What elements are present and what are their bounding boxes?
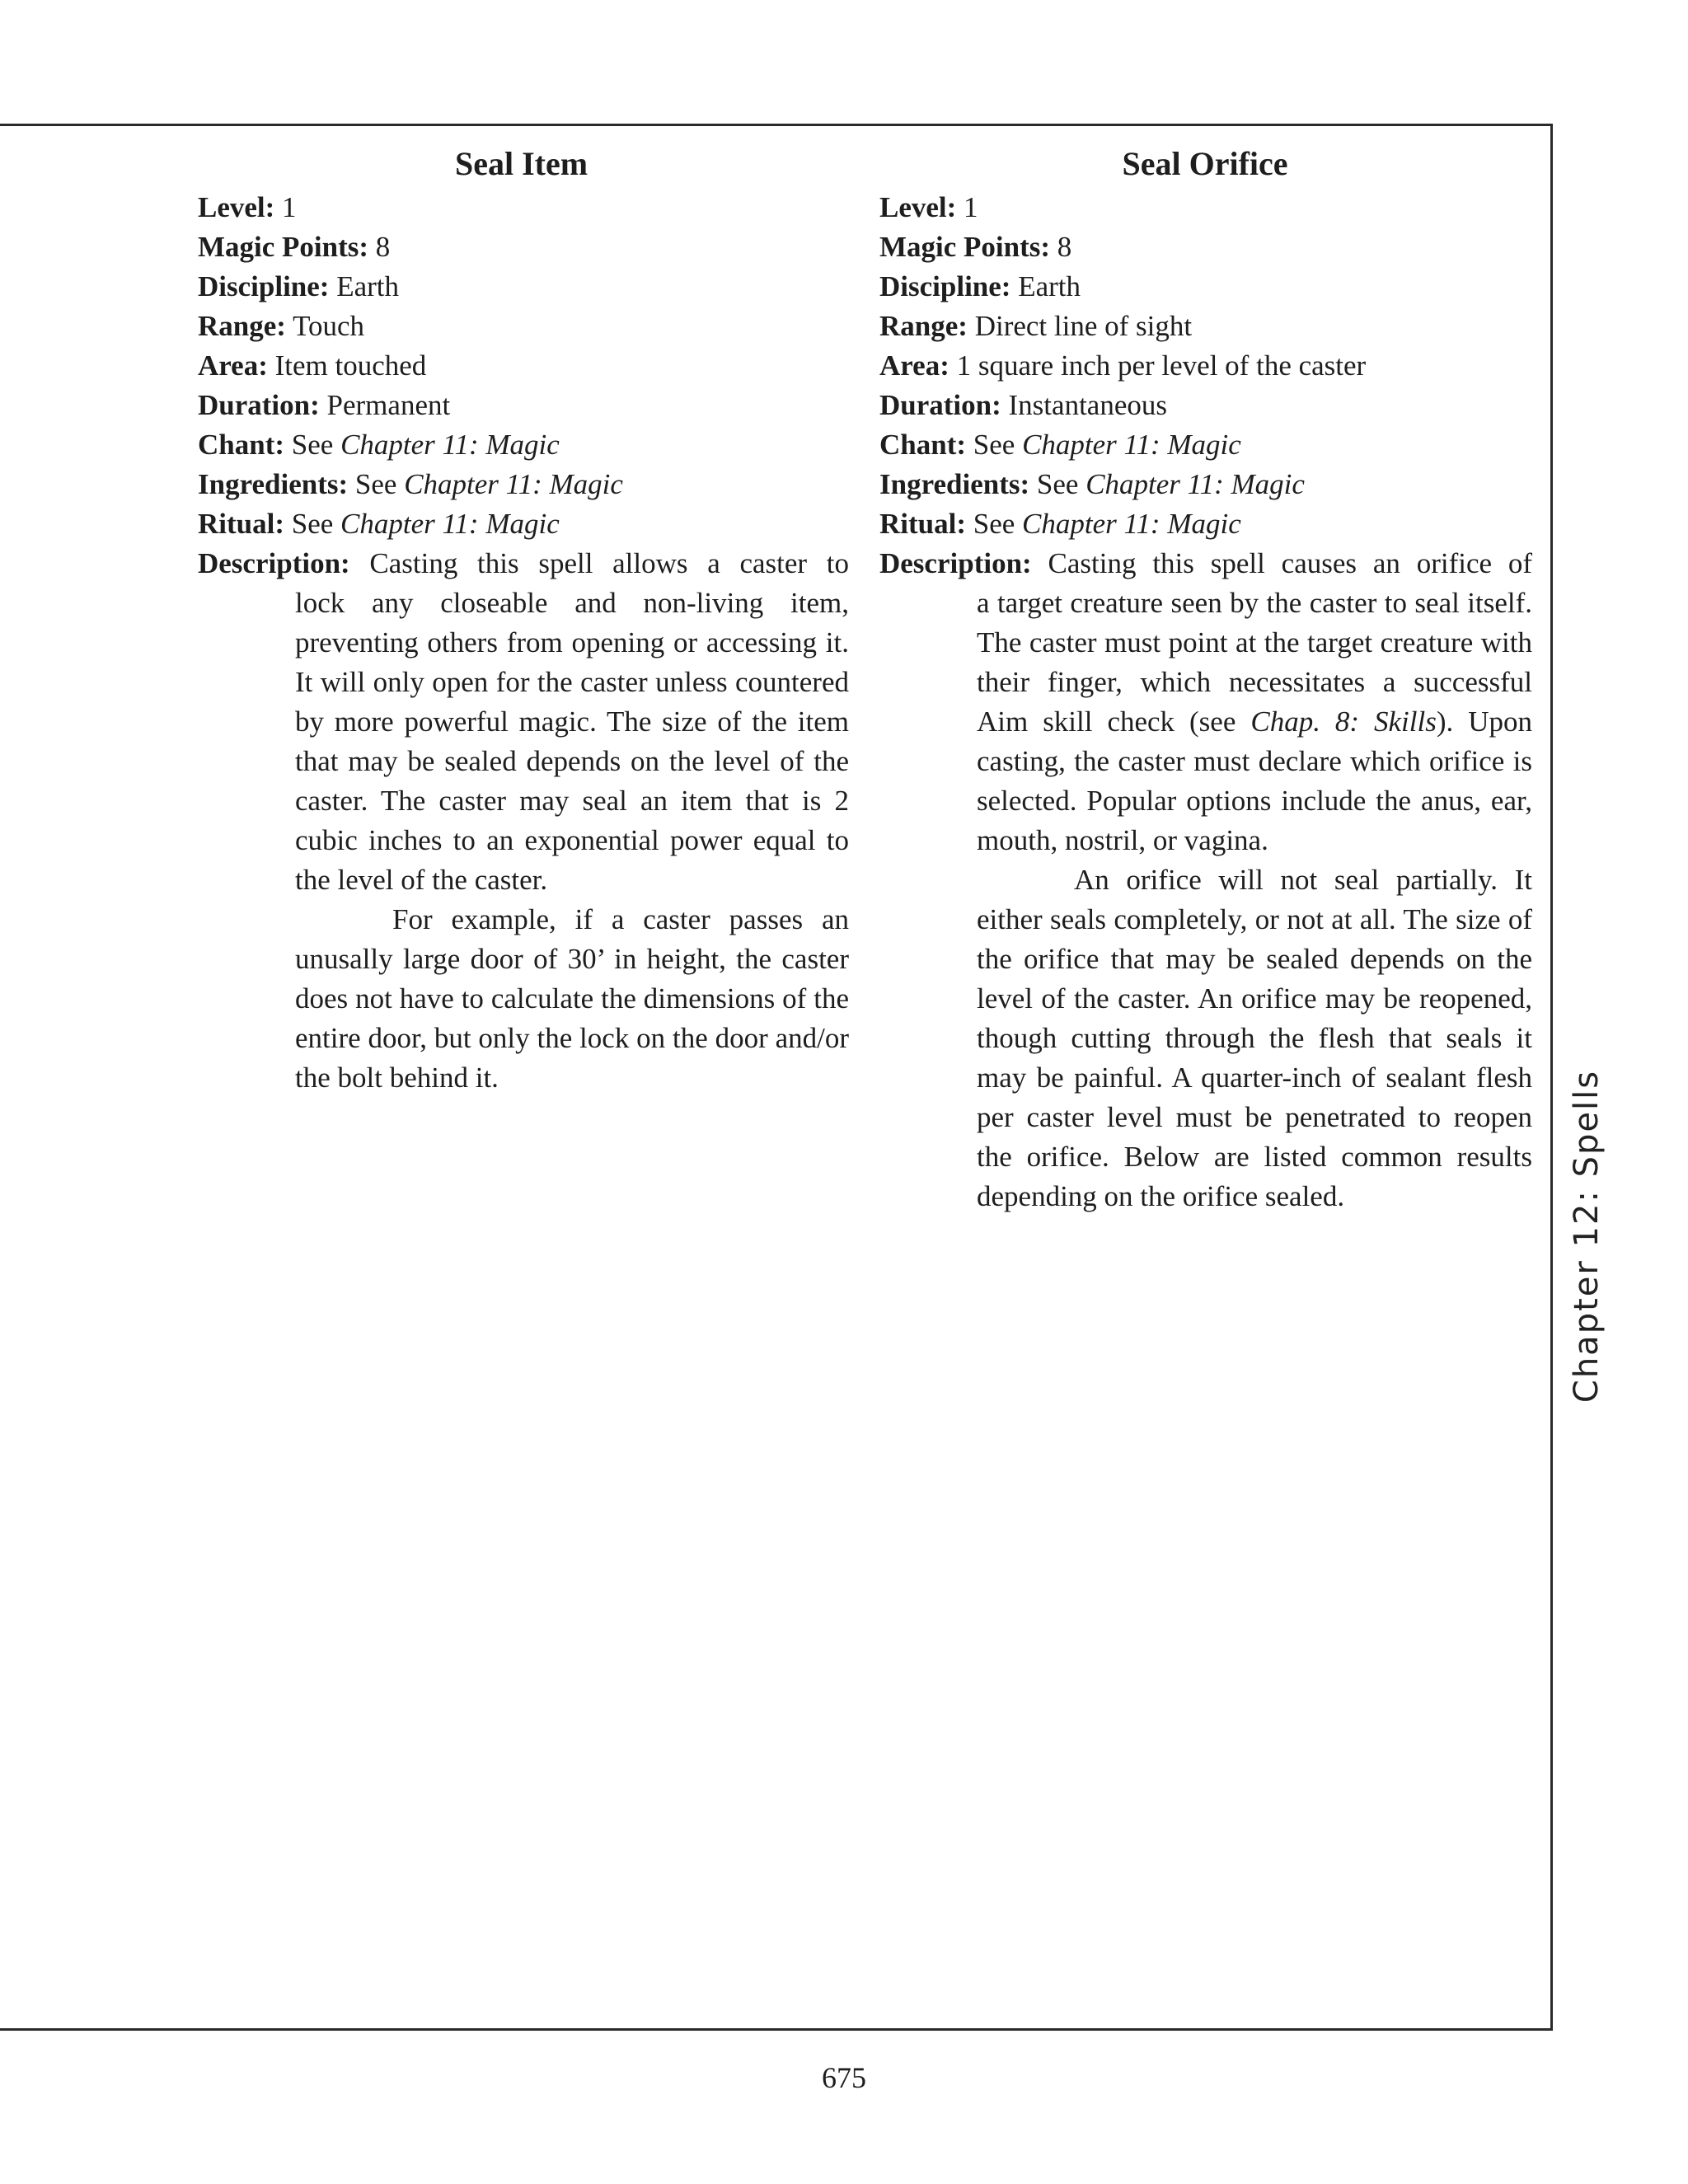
stat-range: Range: Direct line of sight bbox=[879, 310, 1193, 342]
stat-range: Range: Touch bbox=[198, 310, 365, 342]
stat-duration: Duration: Permanent bbox=[198, 389, 451, 421]
stat-discipline: Discipline: Earth bbox=[198, 270, 399, 302]
stat-level: Level: 1 bbox=[198, 191, 297, 223]
spell-seal-item bbox=[198, 140, 849, 1098]
chapter-reference: Chap. 8: Skills bbox=[1250, 705, 1437, 738]
stat-ritual: Ritual: See Chapter 11: Magic bbox=[879, 508, 1241, 540]
stat-area: Area: Item touched bbox=[198, 349, 427, 382]
description: Description: Casting this spell allows a caster to lock any closeable and non-living item, preventing others from opening or accessing it. It will only open for the caster unless countered by more powerful magic. The size of the item that may be sealed depends on the level of the caster. The caster may seal an item that is 2 cubic inches to an exponential power equal to the level of the caster. For example, if a caster passes an unusally large door of 30’ in height, the caster does not have to calculate the dimensions of the entire door, but only the lock on the door and/or the bolt behind it. bbox=[198, 544, 849, 1098]
spell-seal-orifice bbox=[879, 140, 1532, 1216]
description: Description: Casting this spell causes an orifice of a target creature seen by the caster to seal itself. The caster must point at the target creature with their finger, which necessitates a successful Aim skill check (see Chap. 8: Skills). Upon casting, the caster must declare which orifice is selected. Popular options include the anus, ear, mouth, nostril, or vagina. An orifice will not seal partially. It either seals completely, or not at all. The size of the orifice that may be sealed depends on the level of the caster. An orifice may be reopened, though cutting through the flesh that seals it may be painful. A quarter-inch of sealant flesh per caster level must be penetrated to reopen the orifice. Below are listed common results depending on the orifice sealed. bbox=[879, 544, 1532, 1216]
stat-duration: Duration: Instantaneous bbox=[879, 389, 1167, 421]
page-number: 675 bbox=[822, 2061, 866, 2094]
stat-ingredients: Ingredients: See Chapter 11: Magic bbox=[198, 468, 623, 500]
stat-area: Area: 1 square inch per level of the caster bbox=[879, 349, 1367, 382]
description-paragraph: lock any closeable and non-living item, preventing others from opening or accessing it. It will only open for the caster unless countered by more powerful magic. The size of the item that may be sealed depends on the level of the caster. The caster may seal an item that is 2 cubic inches to an exponential power equal to the level of the caster. bbox=[295, 587, 849, 896]
stat-level: Level: 1 bbox=[879, 191, 978, 223]
stat-chant: Chant: See Chapter 11: Magic bbox=[198, 429, 560, 461]
stat-magic-points: Magic Points: 8 bbox=[198, 231, 391, 263]
stat-chant: Chant: See Chapter 11: Magic bbox=[879, 429, 1241, 461]
spell-title: Seal Orifice bbox=[1122, 145, 1288, 182]
stat-discipline: Discipline: Earth bbox=[879, 270, 1081, 302]
stat-ritual: Ritual: See Chapter 11: Magic bbox=[198, 508, 560, 540]
spell-title: Seal Item bbox=[454, 145, 588, 182]
stat-ingredients: Ingredients: See Chapter 11: Magic bbox=[879, 468, 1305, 500]
description-paragraph: For example, if a caster passes an unusally large door of 30’ in height, the caster does not have to calculate the dimensions of the entire door, but only the lock on the door and/or the bolt behind it. bbox=[295, 903, 849, 1094]
stat-magic-points: Magic Points: 8 bbox=[879, 231, 1072, 263]
description-paragraph: An orifice will not seal partially. It either seals completely, or not at all. The size of the orifice that may be sealed depends on the level of the caster. An orifice may be reopened, though cutting through the flesh that seals it may be painful. A quarter-inch of sealant flesh per caster level must be penetrated to reopen the orifice. Below are listed common results depending on the orifice sealed. bbox=[977, 864, 1532, 1212]
description-paragraph: a target creature seen by the caster to seal itself. The caster must point at the target creature with their finger, which necessitates a successful Aim skill check (see Chap. 8: Skills). Upon casting, the caster must declare which orifice is selected. Popular options include the anus, ear, mouth, nostril, or vagina. bbox=[977, 587, 1533, 856]
chapter-tab: Chapter 12: Spells bbox=[1568, 1069, 1606, 1404]
